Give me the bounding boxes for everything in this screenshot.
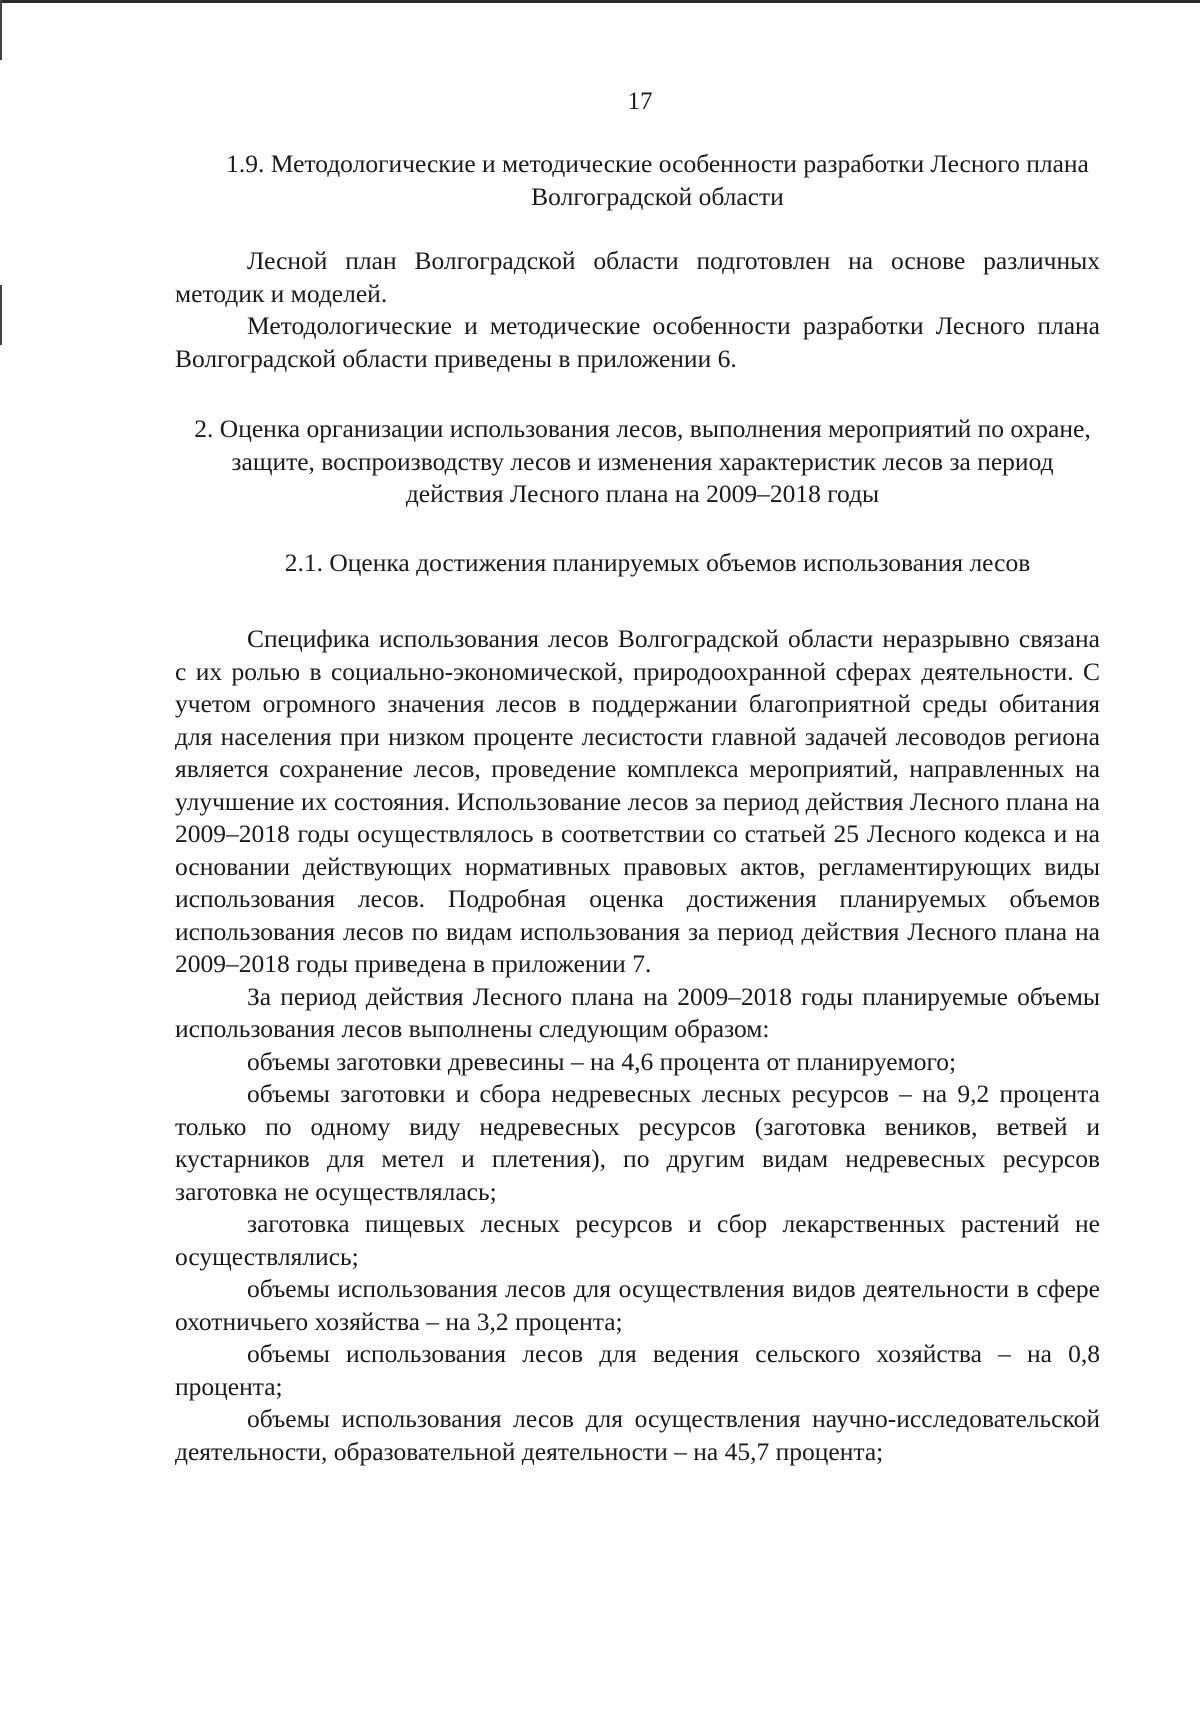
list-item: объемы заготовки и сбора недревесных лесных ресурсов – на 9,2 процента только по одному виду недревесных ресурсов (заготовка веников, ветвей и кустарников для метел и плетения), по другим видам недревесных ресурсов заготовка не осуществлялась; — [175, 1079, 1100, 1206]
section-2-1-heading: 2.1. Оценка достижения планируемых объемов использования лесов — [284, 547, 1031, 577]
scan-top-edge — [0, 0, 1200, 3]
scan-left-edge — [0, 285, 2, 345]
list-item: объемы использования лесов для осуществления видов деятельности в сфере охотничьего хозяйства – на 3,2 процента; — [175, 1274, 1100, 1336]
paragraph: Методологические и методические особенности разработки Лесного плана Волгоградской области приведены в приложении 6. — [175, 311, 1100, 373]
list-item: заготовка пищевых лесных ресурсов и сбор лекарственных растений не осуществлялись; — [175, 1209, 1100, 1271]
paragraph: Специфика использования лесов Волгоградской области неразрывно связана с их ролью в социально-экономической, природоохранной сферах деятельности. С учетом огромного значения лесов в поддержании благоприятной среды обитания для населения при низком проценте лесистости главной задачей лесоводов региона является сохранение лесов, проведение комплекса мероприятий, направленных на улучшение их состояния. Использование лесов за период действия Лесного плана на 2009–2018 годы осуществлялось в соответствии со статьей 25 Лесного кодекса и на основании действующих нормативных правовых актов, регламентирующих виды использования лесов. Подробная оценка достижения планируемых объемов использования лесов по видам использования за период действия Лесного плана на 2009–2018 годы приведена в приложении 7. — [175, 624, 1100, 978]
paragraph: За период действия Лесного плана на 2009–2018 годы планируемые объемы использования лесов выполнены следующим образом: — [175, 981, 1100, 1043]
list-item: объемы использования лесов для осуществления научно-исследовательской деятельности, образовательной деятельности – на 45,7 процента; — [175, 1404, 1100, 1466]
page-number: 17 — [627, 88, 653, 115]
list-item: объемы использования лесов для ведения сельского хозяйства – на 0,8 процента; — [175, 1339, 1100, 1401]
document-body — [175, 148, 1100, 1468]
list-item: объемы заготовки древесины – на 4,6 процента от планируемого; — [247, 1046, 957, 1076]
scan-left-edge — [0, 0, 2, 60]
section-1-9-heading: 1.9. Методологические и методические особенности разработки Лесного плана Волгоградской области — [226, 149, 1089, 211]
section-2-heading: 2. Оценка организации использования лесов, выполнения мероприятий по охране, защите, воспроизводству лесов и изменения характеристик лесов за период действия Лесного плана на 2009–2018 годы — [194, 414, 1091, 508]
paragraph: Лесной план Волгоградской области подготовлен на основе различных методик и моделей. — [175, 246, 1100, 308]
